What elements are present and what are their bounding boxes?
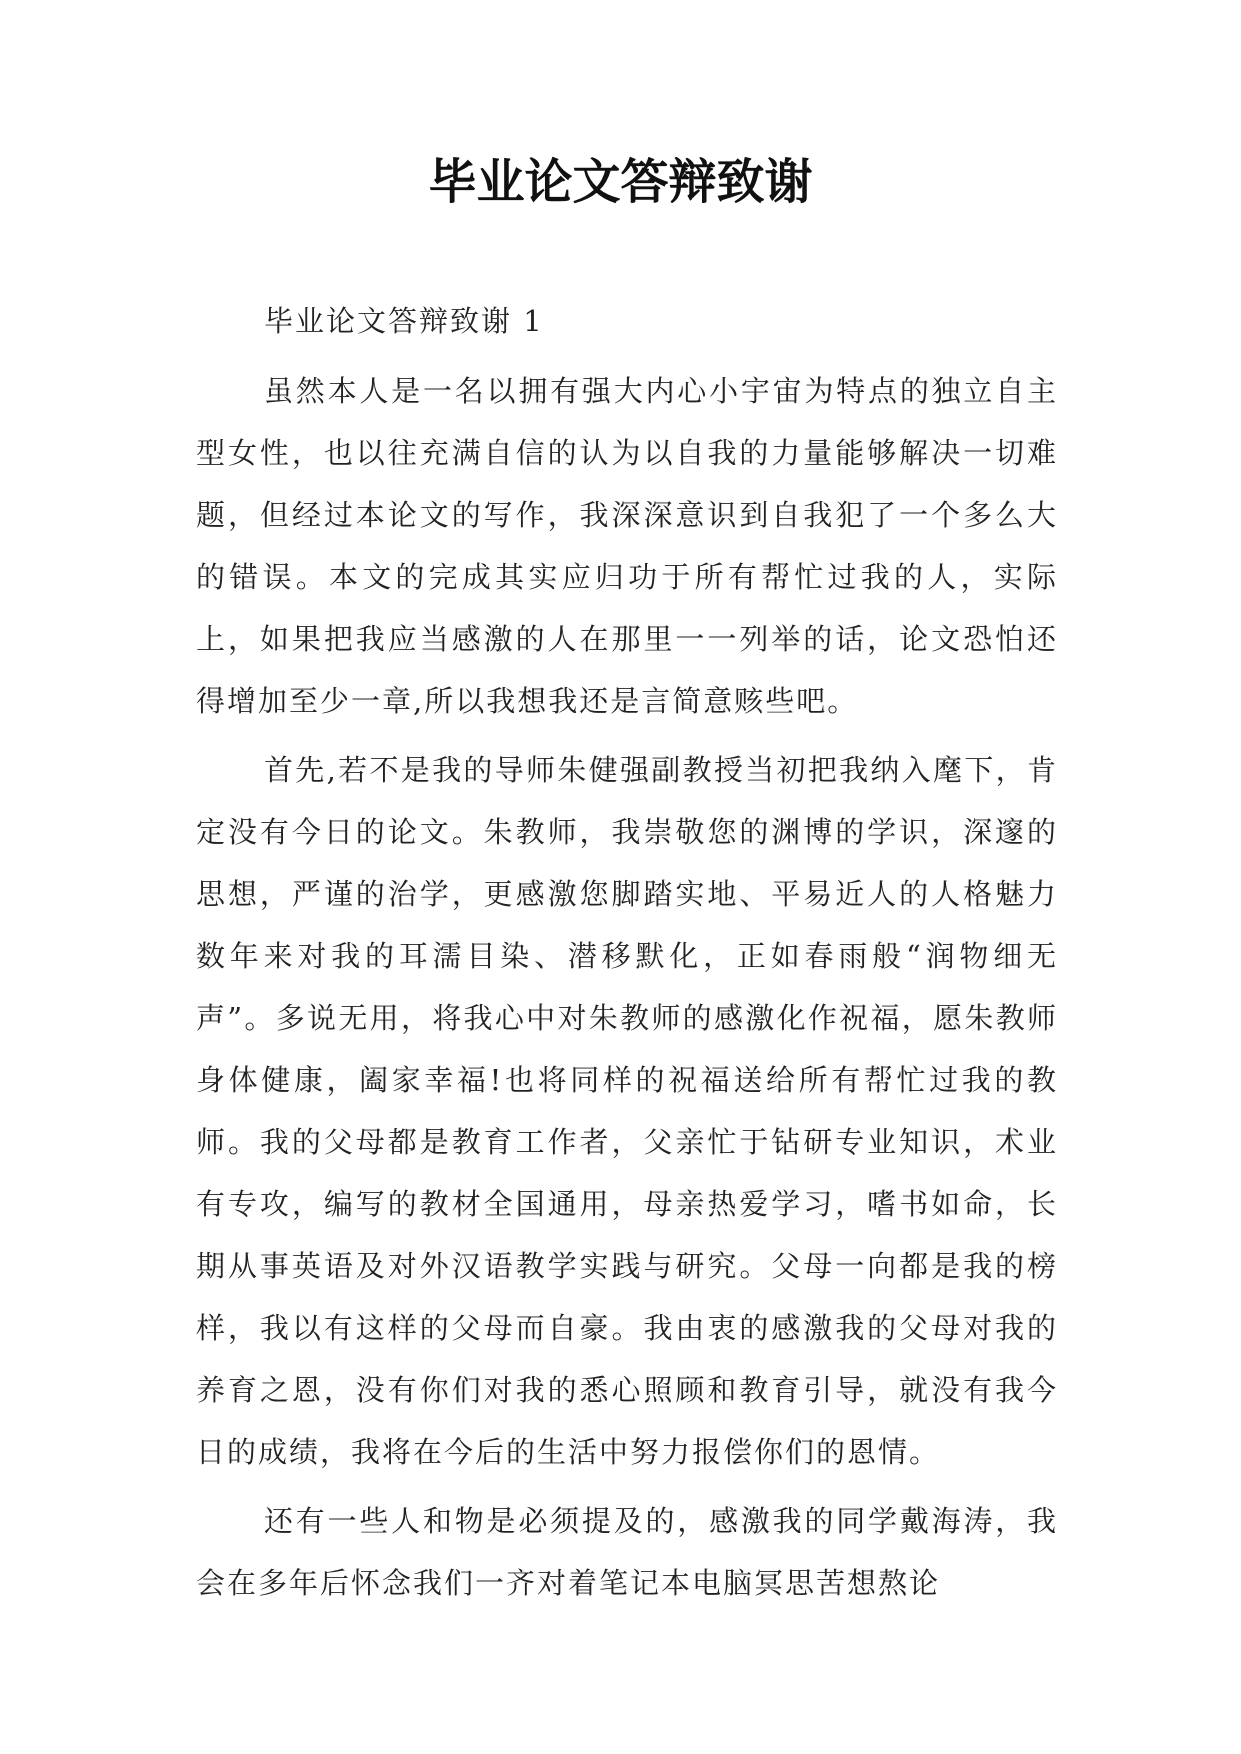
- section-heading: 毕业论文答辩致谢 1: [264, 304, 544, 338]
- paragraph-1: 虽然本人是一名以拥有强大内心小宇宙为特点的独立自主型女性，也以往充满自信的认为以自我的力量能够解决一切难题，但经过本论文的写作，我深深意识到自我犯了一个多么大的错误。本文的完成其实应归功于所有帮忙过我的人，实际上，如果把我应当感激的人在那里一一列举的话，论文恐怕还得增加至少一章,所以我想我还是言简意赅些吧。: [196, 374, 1058, 718]
- paragraph-2: 首先,若不是我的导师朱健强副教授当初把我纳入麾下，肯定没有今日的论文。朱教师，我崇敬您的渊博的学识，深邃的思想，严谨的治学，更感激您脚踏实地、平易近人的人格魅力数年来对我的耳濡目染、潜移默化，正如春雨般“润物细无声”。多说无用，将我心中对朱教师的感激化作祝福，愿朱教师身体健康，阖家幸福!也将同样的祝福送给所有帮忙过我的教师。我的父母都是教育工作者，父亲忙于钻研专业知识，术业有专攻，编写的教材全国通用，母亲热爱学习，嗜书如命，长期从事英语及对外汉语教学实践与研究。父母一向都是我的榜样，我以有这样的父母而自豪。我由衷的感激我的父母对我的养育之恩，没有你们对我的悉心照顾和教育引导，就没有我今日的成绩，我将在今后的生活中努力报偿你们的恩情。: [196, 753, 1058, 1469]
- document-title: 毕业论文答辩致谢: [428, 154, 813, 210]
- paragraph-3: 还有一些人和物是必须提及的，感激我的同学戴海涛，我会在多年后怀念我们一齐对着笔记本电脑冥思苦想熬论: [196, 1504, 1058, 1600]
- document-body: [196, 290, 1058, 1614]
